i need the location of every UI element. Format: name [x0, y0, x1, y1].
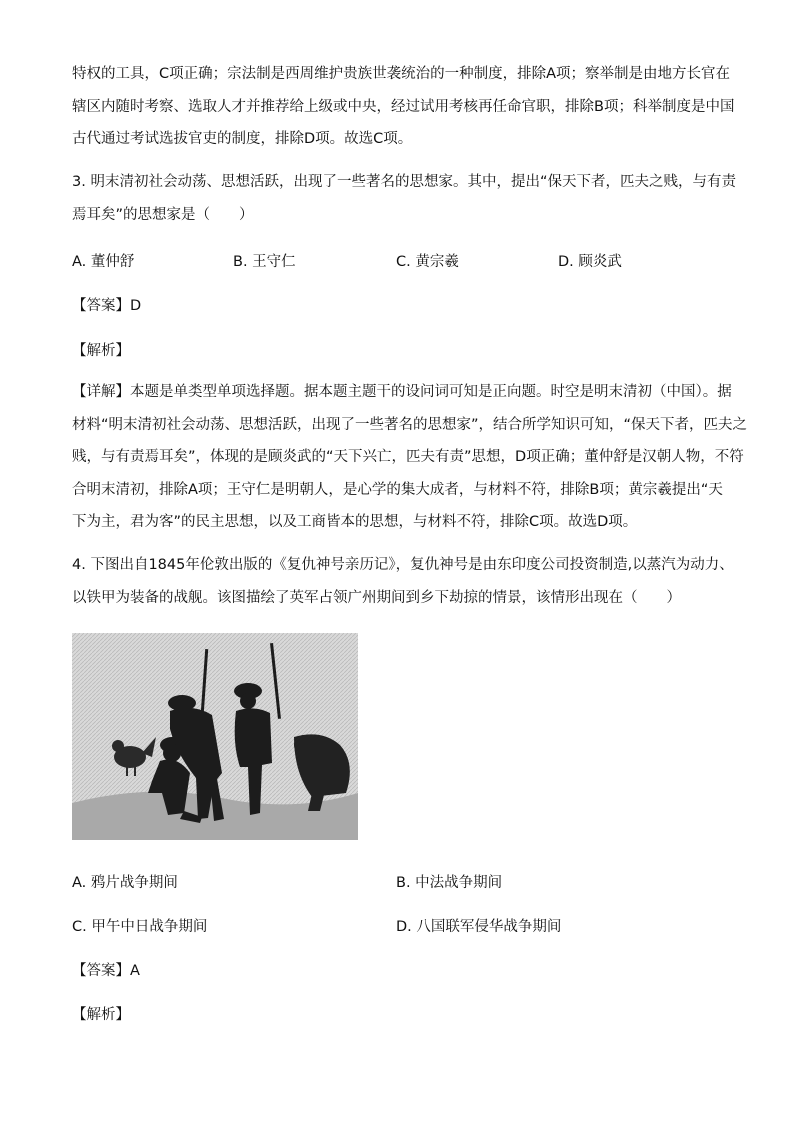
text-line: 【详解】本题是单类型单项选择题。据本题主题干的设问词可知是正向题。时空是明末清初（中国）。据 [72, 384, 732, 400]
historical-illustration [72, 633, 358, 840]
text-line: 辖区内随时考察、选取人才并推荐给上级或中央，经过试用考核再任命官职，排除B项；科举制度是中国 [72, 98, 735, 115]
q4-option-c: C. 甲午中日战争期间 [72, 919, 208, 935]
q4-answer [72, 959, 140, 980]
answer-label: 【答案】 [72, 298, 130, 314]
text-line: 焉耳矣”的思想家是（ ） [72, 206, 254, 223]
text-line: 材料“明末清初社会动荡、思想活跃，出现了一些著名的思想家”，结合所学知识可知，“保天下者，匹夫之 [72, 416, 748, 433]
answer-value: A [130, 963, 140, 979]
q3-analysis-label: 【解析】 [72, 343, 130, 359]
text-line: 4. 下图出自1845年伦敦出版的《复仇神号亲历记》，复仇神号是由东印度公司投资制造,以蒸汽为动力、 [72, 557, 734, 573]
question-4-stem [72, 549, 734, 614]
q3-option-b: B. 王守仁 [233, 254, 296, 270]
text-line: 古代通过考试选拔官吏的制度，排除D项。故选C项。 [72, 131, 413, 147]
answer-label: 【答案】 [72, 963, 130, 979]
q4-option-d: D. 八国联军侵华战争期间 [396, 919, 562, 935]
q3-detail [72, 376, 748, 539]
q3-option-d: D. 顾炎武 [558, 254, 622, 270]
q4-option-b: B. 中法战争期间 [396, 875, 503, 891]
q4-option-a: A. 鸦片战争期间 [72, 875, 178, 891]
q3-option-c: C. 黄宗羲 [396, 254, 459, 270]
q3-option-a: A. 董仲舒 [72, 254, 135, 270]
answer-value: D [130, 298, 142, 314]
text-line: 以铁甲为装备的战舰。该图描绘了英军占领广州期间到乡下劫掠的情景，该情形出现在（ ） [72, 589, 681, 606]
question-3-stem [72, 166, 736, 231]
previous-explanation [72, 58, 735, 156]
text-line: 贱，与有责焉耳矣”，体现的是顾炎武的“天下兴亡，匹夫有责”思想，D项正确；董仲舒是汉朝人物，不符 [72, 449, 744, 465]
q4-analysis-label: 【解析】 [72, 1007, 130, 1023]
q3-answer [72, 294, 141, 315]
text-line: 合明末清初，排除A项；王守仁是明朝人，是心学的集大成者，与材料不符，排除B项；黄宗羲提出“天 [72, 481, 723, 498]
text-line: 3. 明末清初社会动荡、思想活跃，出现了一些著名的思想家。其中，提出“保天下者，匹夫之贱，与有责 [72, 174, 736, 190]
text-line: 特权的工具，C项正确；宗法制是西周维护贵族世袭统治的一种制度，排除A项；察举制是由地方长官在 [72, 66, 731, 82]
text-line: 下为主，君为客”的民主思想，以及工商皆本的思想，与材料不符，排除C项。故选D项。 [72, 514, 638, 530]
